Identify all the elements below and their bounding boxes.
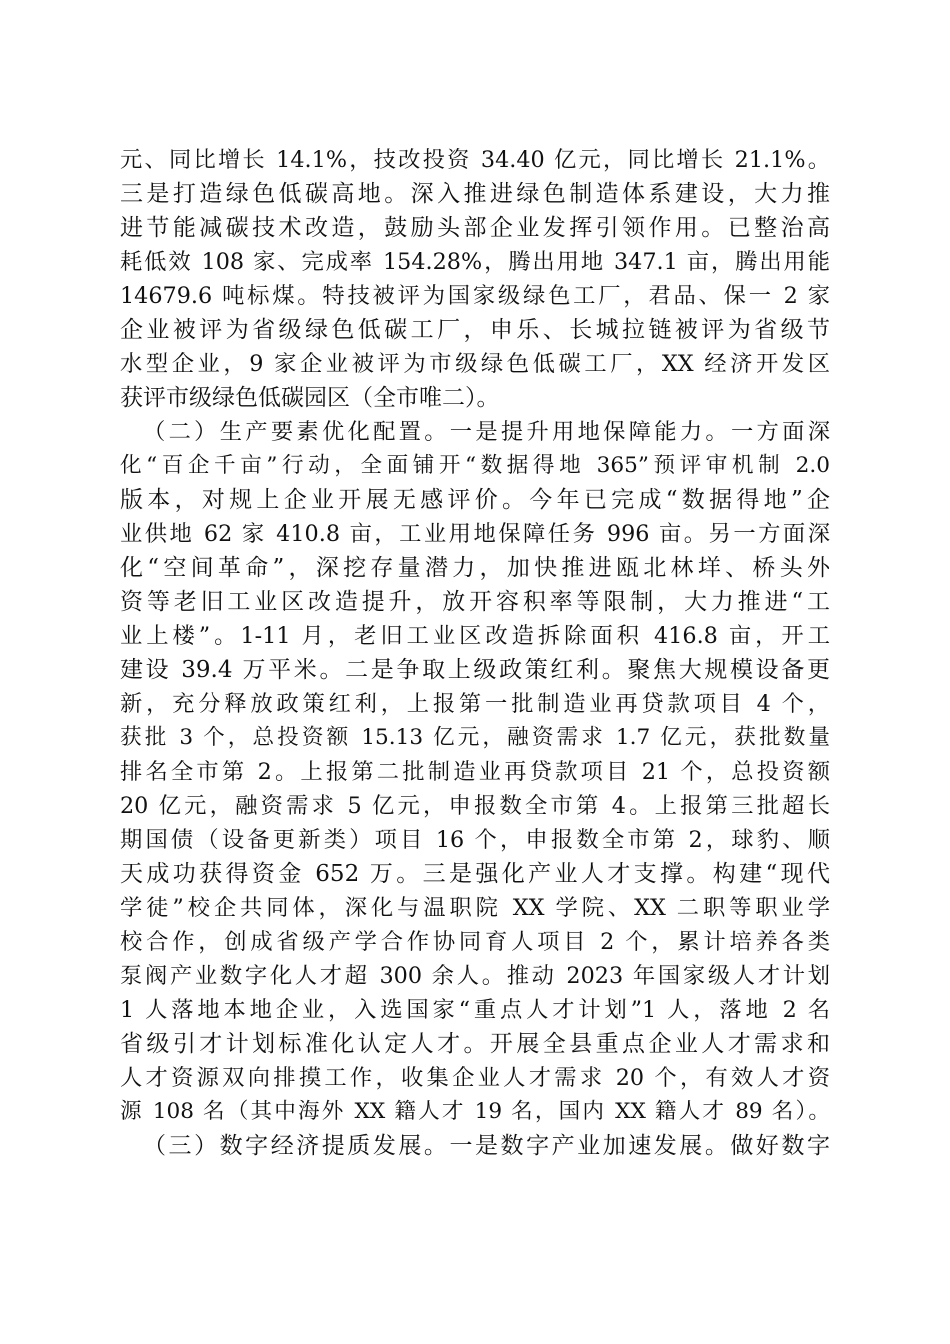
section-heading-line: （三）数字经济提质发展。一是数字产业加速发展。做好数字 xyxy=(143,1133,830,1159)
text-line: 水型企业，9 家企业被评为市级绿色低碳工厂，XX 经济开发区 xyxy=(120,351,830,377)
text-line: 1 人落地本地企业，入选国家“重点人才计划”1 人，落地 2 名 xyxy=(120,997,830,1023)
document-body xyxy=(120,143,830,1163)
text-line: 版本，对规上企业开展无感评价。今年已完成“数据得地”企 xyxy=(120,487,830,513)
section-heading-line: （二）生产要素优化配置。一是提升用地保障能力。一方面深 xyxy=(143,419,830,445)
text-line: 元、同比增长 14.1%，技改投资 34.40 亿元，同比增长 21.1%。 xyxy=(120,147,830,173)
text-line: 企业被评为省级绿色低碳工厂，申乐、长城拉链被评为省级节 xyxy=(120,317,830,343)
text-line: 校合作，创成省级产学合作协同育人项目 2 个，累计培养各类 xyxy=(120,929,830,955)
text-line: 耗低效 108 家、完成率 154.28%，腾出用地 347.1 亩，腾出用能 xyxy=(120,249,830,275)
text-line: 业供地 62 家 410.8 亩，工业用地保障任务 996 亩。另一方面深 xyxy=(120,521,830,547)
text-line: 泵阀产业数字化人才超 300 余人。推动 2023 年国家级人才计划 xyxy=(120,963,830,989)
text-line: 学徒”校企共同体，深化与温职院 XX 学院、XX 二职等职业学 xyxy=(120,895,830,921)
text-line: 建设 39.4 万平米。二是争取上级政策红利。聚焦大规模设备更 xyxy=(120,657,830,683)
text-line: 省级引才计划标准化认定人才。开展全县重点企业人才需求和 xyxy=(120,1031,830,1057)
text-line: 人才资源双向排摸工作，收集企业人才需求 20 个，有效人才资 xyxy=(120,1065,830,1091)
text-line: 化“百企千亩”行动，全面铺开“数据得地 365”预评审机制 2.0 xyxy=(120,453,830,478)
text-line: 14679.6 吨标煤。特技被评为国家级绿色工厂，君品、保一 2 家 xyxy=(120,283,830,309)
text-line: 化“空间革命”，深挖存量潜力，加快推进瓯北林垟、桥头外 xyxy=(120,555,830,581)
text-line: 新，充分释放政策红利，上报第一批制造业再贷款项目 4 个， xyxy=(120,691,830,717)
text-line: 获批 3 个，总投资额 15.13 亿元，融资需求 1.7 亿元，获批数量 xyxy=(120,725,830,750)
text-line: 资等老旧工业区改造提升，放开容积率等限制，大力推进“工 xyxy=(120,589,830,615)
text-line: 排名全市第 2。上报第二批制造业再贷款项目 21 个，总投资额 xyxy=(120,759,830,785)
text-line: 获评市级绿色低碳园区（全市唯二）。 xyxy=(120,385,500,411)
text-line: 20 亿元，融资需求 5 亿元，申报数全市第 4。上报第三批超长 xyxy=(120,793,830,819)
text-line: 天成功获得资金 652 万。三是强化产业人才支撑。构建“现代 xyxy=(120,861,830,887)
text-line: 进节能减碳技术改造，鼓励头部企业发挥引领作用。已整治高 xyxy=(120,215,830,241)
text-line: 源 108 名（其中海外 XX 籍人才 19 名，国内 XX 籍人才 89 名）。 xyxy=(120,1099,830,1124)
text-line: 三是打造绿色低碳高地。深入推进绿色制造体系建设，大力推 xyxy=(120,181,830,207)
text-line: 期国债（设备更新类）项目 16 个，申报数全市第 2，球豹、顺 xyxy=(120,827,830,853)
text-line: 业上楼”。1-11 月，老旧工业区改造拆除面积 416.8 亩，开工 xyxy=(120,623,830,649)
